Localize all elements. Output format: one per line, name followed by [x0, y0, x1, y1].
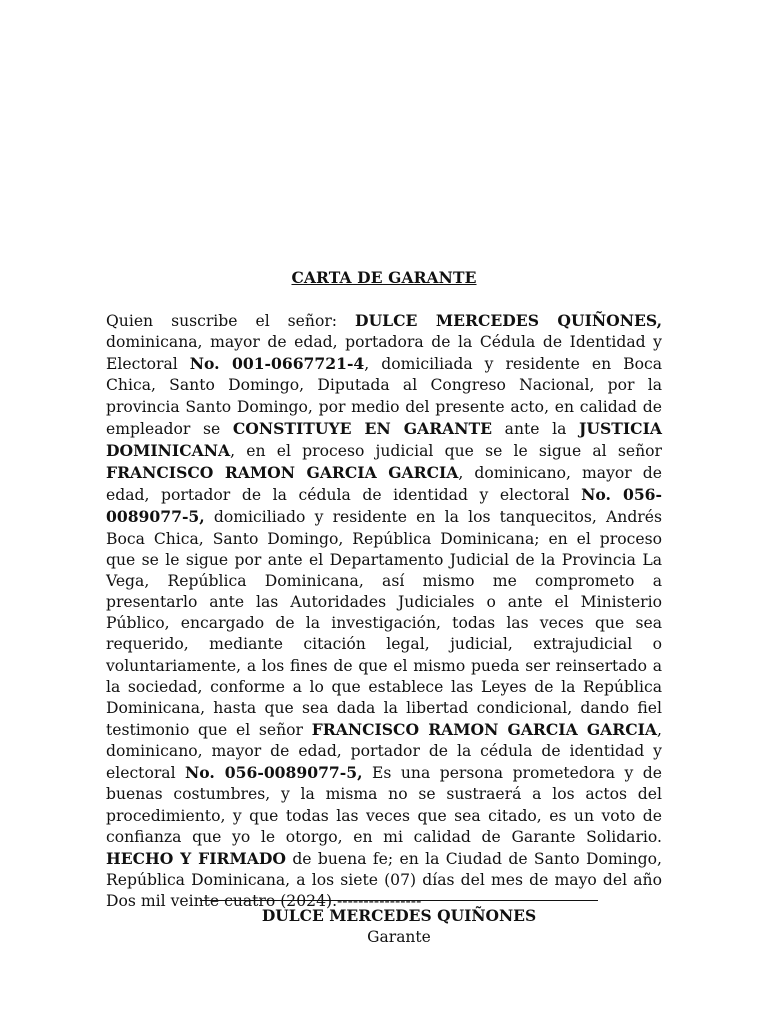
text-run: , dominicano, mayor de edad, portador de la cédula de identidad y electoral — [106, 720, 662, 783]
bold-text-run: HECHO Y FIRMADO — [106, 848, 286, 868]
text-run: Quien suscribe el señor: — [106, 312, 356, 330]
text-run: ante la — [492, 419, 580, 438]
text-run: Es una persona prometedora y de buenas costumbres, y la misma no se sustraerá a los actos del procedimiento, y que todas las veces que sea citado, es un voto de confianza que yo le otorgo, en mi calidad de Garante Solidario. — [106, 764, 662, 846]
text-run: dominicana, mayor de edad, portadora de la Cédula de Identidad y Electoral — [106, 333, 662, 374]
bold-text-run: JUSTICIA DOMINICANA — [106, 418, 662, 460]
text-run: , en el proceso judicial que se le sigue al señor — [230, 441, 662, 460]
text-run: de buena fe; en la Ciudad de Santo Domingo, República Dominicana, a los siete (07) días del mes de mayo del año Dos mil veinte cuatro (2024).---------------- — [106, 849, 662, 911]
signature-line — [200, 900, 598, 901]
bold-text-run: FRANCISCO RAMON GARCIA GARCIA — [311, 719, 658, 739]
bold-text-run: No. 001-0667721-4 — [189, 354, 365, 374]
signer-role: Garante — [367, 928, 431, 946]
letter-body — [106, 310, 662, 912]
bold-text-run: CONSTITUYE EN GARANTE — [232, 418, 493, 438]
signer-name: DULCE MERCEDES QUIÑONES — [261, 906, 537, 925]
text-run: , dominicano, mayor de edad, portador de la cédula de identidad y electoral — [106, 464, 662, 505]
bold-text-run: No. 056-0089077-5, — [106, 485, 662, 527]
bold-text-run: DULCE MERCEDES QUIÑONES, — [355, 311, 662, 330]
document-title: CARTA DE GARANTE — [291, 268, 477, 287]
text-run: domiciliado y residente en la los tanquecitos, Andrés Boca Chica, Santo Domingo, República Dominicana; en el proceso que se le sigue por ante el Departamento Judicial de la Provincia La Vega, República Dominicana, así mismo me comprometo a presentarlo ante las Autoridades Judiciales o ante el Ministerio Público, encargado de la investigación, todas las veces que sea requerido, mediante citación legal, judicial, extrajudicial o voluntariamente, a los fines de que el mismo pueda ser reinsertado a la sociedad, conforme a lo que establece las Leyes de la República Dominicana, hasta que sea dada la libertad condicional, dando fiel testimonio que el señor — [106, 508, 662, 739]
bold-text-run: FRANCISCO RAMON GARCIA GARCIA — [106, 463, 459, 483]
bold-text-run: No. 056-0089077-5, — [185, 763, 363, 783]
text-run: , domiciliada y residente en Boca Chica, Santo Domingo, Diputada al Congreso Nacional, por la provincia Santo Domingo, por medio del presente acto, en calidad de empleador se — [106, 355, 662, 438]
signature-block — [200, 900, 598, 948]
